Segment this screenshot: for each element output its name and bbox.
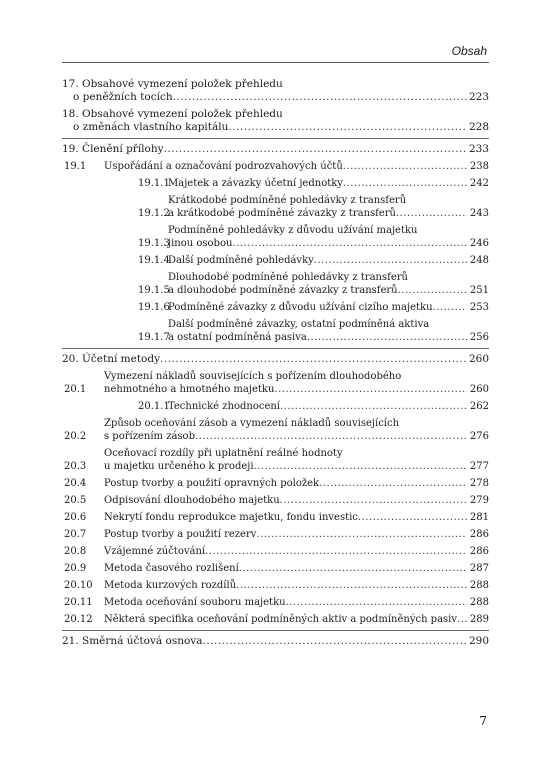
toc-entry-number: 20.5 (64, 495, 87, 506)
toc-entry-body (104, 417, 489, 443)
dot-leader (236, 579, 467, 592)
toc-entry-number: 20.11 (64, 597, 93, 608)
toc-page-number: 243 (469, 208, 489, 219)
toc-section-entry[interactable] (62, 562, 489, 575)
toc-entry-number: 19.1.1 (138, 178, 170, 189)
toc-page-number: 262 (469, 401, 489, 412)
toc-page-number: 287 (469, 563, 489, 574)
toc-page-number: 260 (469, 384, 489, 395)
toc-section-entry[interactable] (62, 494, 489, 507)
toc-entry-number: 19.1.6 (138, 302, 170, 313)
toc-page-number: 253 (469, 302, 489, 313)
toc-entry-title: Odpisování dlouhodobého majetku (104, 495, 280, 506)
toc-page-number: 288 (469, 597, 489, 608)
toc-entry-body (62, 78, 489, 104)
toc-subsection-entry[interactable] (138, 194, 489, 220)
toc-subsection-entry[interactable] (138, 177, 489, 190)
toc-entry-number: 20.3 (64, 461, 87, 472)
toc-section-entry[interactable] (62, 477, 489, 490)
toc-entry-title: a dlouhodobé podmíněné závazky z transferů (168, 285, 398, 296)
dot-leader (457, 613, 467, 626)
toc-section-entry[interactable] (62, 417, 489, 443)
toc-entry-number: 19.1.4 (138, 255, 170, 266)
toc-entry-body (104, 511, 489, 524)
running-header (62, 40, 489, 63)
toc-entry-title: Metoda kurzových rozdílů (104, 580, 237, 591)
toc-page-number: 289 (469, 614, 489, 625)
toc-chapter-entry[interactable] (62, 630, 489, 648)
toc-entry-title-line: Oceňovací rozdíly při uplatnění reálné hodnoty (104, 448, 343, 459)
toc-entry-number: 20.9 (64, 563, 87, 574)
toc-page-number: 260 (468, 353, 489, 365)
dot-leader (286, 596, 467, 609)
toc-entry-body (168, 400, 489, 413)
dot-leader (274, 383, 467, 396)
toc-entry-body (104, 477, 489, 490)
dot-leader (239, 562, 467, 575)
toc-section-entry[interactable] (62, 579, 489, 592)
toc-entry-title: Metoda časového rozlišení (104, 563, 239, 574)
toc-subsection-entry[interactable] (138, 271, 489, 297)
toc-entry-body (104, 596, 489, 609)
toc-chapter-entry[interactable] (62, 138, 489, 156)
toc-page-number: 233 (468, 143, 489, 155)
toc-page-number: 246 (469, 238, 489, 249)
toc-entry-number: 20.10 (64, 580, 93, 591)
toc-page-number: 248 (469, 255, 489, 266)
toc-subsection-entry[interactable] (138, 318, 489, 344)
toc-subsection-entry[interactable] (138, 224, 489, 250)
dot-leader (228, 121, 467, 134)
toc-chapter-entry[interactable] (62, 78, 489, 104)
toc-entry-body (104, 562, 489, 575)
dot-leader (160, 353, 467, 366)
dot-leader (319, 477, 467, 490)
toc-page-number: 286 (469, 546, 489, 557)
toc-entry-number: 20.12 (64, 614, 93, 625)
toc-entry-title-line: Vymezení nákladů souvisejících s pořízením dlouhodobého (104, 371, 402, 382)
toc-entry-title-line: 18. Obsahové vymezení položek přehledu (62, 108, 283, 120)
dot-leader (173, 91, 467, 104)
page-number: 7 (479, 714, 487, 728)
dot-leader (254, 460, 467, 473)
toc-entry-body (168, 271, 489, 297)
toc-page-number: 279 (469, 495, 489, 506)
toc-entry-body (62, 635, 489, 648)
dot-leader (205, 545, 467, 558)
toc-entry-body (168, 177, 489, 190)
toc-chapter-entry[interactable] (62, 108, 489, 134)
toc-entry-body (62, 108, 489, 134)
toc-page-number: 288 (469, 580, 489, 591)
toc-entry-title: o změnách vlastního kapitálu (73, 121, 229, 133)
toc-entry-number: 19.1 (64, 161, 87, 172)
toc-entry-title: 21. Směrná účtová osnova (62, 635, 203, 647)
toc-entry-title: 19. Členění přílohy (62, 143, 164, 155)
toc-entry-title: Postup tvorby a použití rezerv (104, 529, 257, 540)
toc-entry-number: 19.1.2 (138, 208, 170, 219)
toc-entry-title: s pořízením zásob (104, 431, 195, 442)
toc-section-entry[interactable] (62, 596, 489, 609)
toc-entry-body (104, 447, 489, 473)
dot-leader (433, 301, 467, 314)
toc-entry-title: Další podmíněné pohledávky (168, 255, 314, 266)
toc-entry-body (168, 224, 489, 250)
toc-entry-title: Uspořádání a označování podrozvahových účtů (104, 161, 343, 172)
toc-section-entry[interactable] (62, 528, 489, 541)
dot-leader (396, 207, 467, 220)
toc-entry-number: 19.1.5 (138, 285, 170, 296)
toc-page-number: 276 (469, 431, 489, 442)
toc-entry-number: 20.8 (64, 546, 87, 557)
toc-section-entry[interactable] (62, 160, 489, 173)
toc-entry-title-line: Další podmíněné závazky, ostatní podmíněná aktiva (168, 319, 430, 330)
toc-page-number: 286 (469, 529, 489, 540)
toc-entry-body (62, 353, 489, 366)
toc-entry-body (104, 613, 489, 626)
toc-entry-title: Některá specifika oceňování podmíněných aktiv a podmíněných pasiv (104, 614, 458, 625)
toc-page-number: 228 (468, 121, 489, 133)
toc-page-number: 256 (469, 332, 489, 343)
dot-leader (358, 511, 467, 524)
toc-entry-title: Technické zhodnocení (168, 401, 280, 412)
toc-entry-body (104, 370, 489, 396)
header-title: Obsah (451, 44, 487, 58)
toc-page-number: 251 (469, 285, 489, 296)
toc-section-entry[interactable] (62, 545, 489, 558)
toc-entry-body (104, 528, 489, 541)
dot-leader (343, 177, 467, 190)
toc-entry-number: 20.1.1 (138, 401, 170, 412)
toc-chapter-entry[interactable] (62, 348, 489, 366)
toc-entry-body (168, 301, 489, 314)
toc-page-number: 242 (469, 178, 489, 189)
toc-entry-title: Vzájemné zúčtování (104, 546, 206, 557)
toc-entry-title: Metoda oceňování souboru majetku (104, 597, 286, 608)
toc-entry-title: 20. Účetní metody (62, 353, 161, 365)
toc-entry-title-line: Způsob oceňování zásob a vymezení nákladů souvisejících (104, 418, 400, 429)
toc-entry-title-line: Podmíněné pohledávky z důvodu užívání majetku (168, 225, 418, 236)
toc-entry-body (62, 143, 489, 156)
toc-page-number: 281 (469, 512, 489, 523)
toc-entry-title: a krátkodobé podmíněné závazky z transferů (168, 208, 396, 219)
toc-page-number: 278 (469, 478, 489, 489)
toc-entry-title: a ostatní podmíněná pasiva (168, 332, 307, 343)
toc-entry-body (104, 160, 489, 173)
toc-entry-number: 20.6 (64, 512, 87, 523)
dot-leader (280, 494, 467, 507)
toc-entry-title: jinou osobou (168, 238, 233, 249)
toc-entry-body (104, 545, 489, 558)
table-of-contents (62, 78, 489, 652)
toc-entry-title: Nekrytí fondu reprodukce majetku, fondu investic (104, 512, 358, 523)
dot-leader (280, 400, 467, 413)
dot-leader (307, 331, 467, 344)
toc-page-number: 238 (469, 161, 489, 172)
toc-entry-body (168, 318, 489, 344)
toc-entry-number: 19.1.3 (138, 238, 170, 249)
toc-section-entry[interactable] (62, 447, 489, 473)
toc-section-entry[interactable] (62, 370, 489, 396)
toc-page-number: 223 (468, 91, 489, 103)
dot-leader (343, 160, 467, 173)
dot-leader (202, 635, 467, 648)
toc-subsection-entry[interactable] (138, 254, 489, 267)
toc-entry-number: 19.1.7 (138, 332, 170, 343)
dot-leader (195, 430, 467, 443)
dot-leader (398, 284, 467, 297)
dot-leader (256, 528, 467, 541)
toc-entry-body (168, 254, 489, 267)
toc-section-entry[interactable] (62, 613, 489, 626)
toc-subsection-entry[interactable] (138, 400, 489, 413)
toc-entry-title: Majetek a závazky účetní jednotky (168, 178, 343, 189)
toc-entry-number: 20.2 (64, 431, 87, 442)
toc-entry-title-line: Dlouhodobé podmíněné pohledávky z transferů (168, 272, 408, 283)
toc-entry-title: nehmotného a hmotného majetku (104, 384, 275, 395)
toc-page-number: 277 (469, 461, 489, 472)
toc-page-number: 290 (468, 635, 489, 647)
toc-entry-title: u majetku určeného k prodeji (104, 461, 254, 472)
toc-entry-title-line: 17. Obsahové vymezení položek přehledu (62, 78, 283, 90)
toc-subsection-entry[interactable] (138, 301, 489, 314)
toc-entry-title: Podmíněné závazky z důvodu užívání cizího majetku (168, 302, 433, 313)
toc-entry-body (104, 494, 489, 507)
toc-entry-body (168, 194, 489, 220)
dot-leader (314, 254, 467, 267)
toc-section-entry[interactable] (62, 511, 489, 524)
toc-entry-body (104, 579, 489, 592)
dot-leader (232, 237, 467, 250)
toc-entry-title: o peněžních tocích (73, 91, 173, 103)
toc-entry-title: Postup tvorby a použití opravných položek (104, 478, 320, 489)
toc-entry-number: 20.7 (64, 529, 87, 540)
toc-entry-number: 20.4 (64, 478, 87, 489)
dot-leader (164, 143, 467, 156)
toc-entry-number: 20.1 (64, 384, 87, 395)
toc-entry-title-line: Krátkodobé podmíněné pohledávky z transferů (168, 195, 407, 206)
